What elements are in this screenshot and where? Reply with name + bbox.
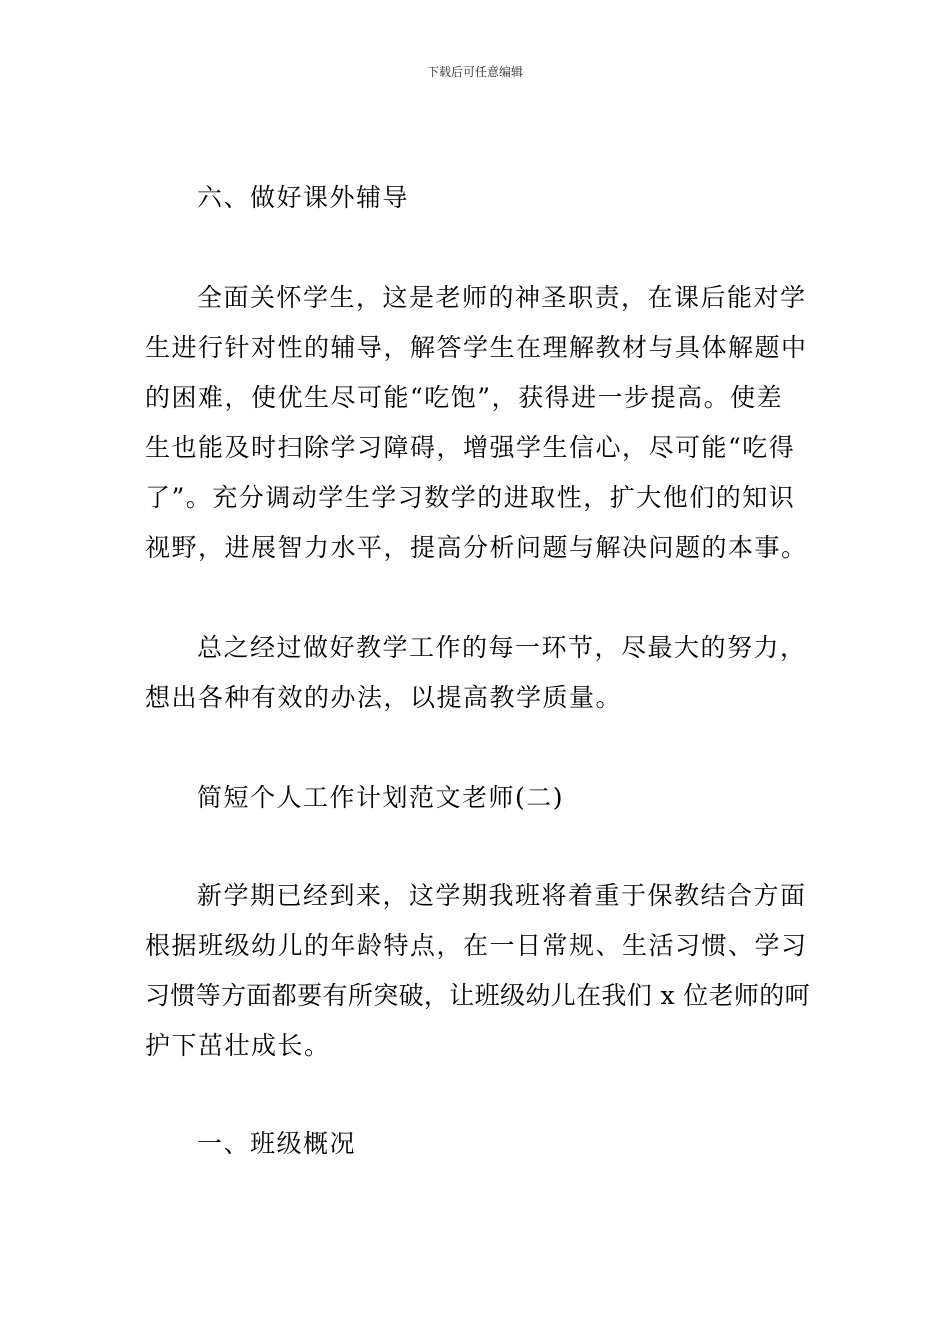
- paragraph-line: 全面关怀学生，这是老师的神圣职责，在课后能对学: [197, 283, 807, 312]
- paragraph-line: 想出各种有效的办法，以提高教学质量。: [145, 683, 623, 712]
- paragraph-line: 视野，进展智力水平，提高分析问题与解决问题的本事。: [145, 533, 808, 562]
- document-subtitle: 简短个人工作计划范文老师(二): [197, 783, 565, 812]
- page-header: 下载后可任意编辑: [426, 65, 523, 79]
- paragraph-line: 习惯等方面都要有所突破，让班级幼儿在我们 x 位老师的呵: [145, 981, 810, 1010]
- paragraph-line: 新学期已经到来，这学期我班将着重于保教结合方面: [197, 881, 807, 910]
- paragraph-line: 总之经过做好教学工作的每一环节，尽最大的努力，: [197, 633, 807, 662]
- paragraph-line: 护下茁壮成长。: [145, 1031, 331, 1060]
- paragraph-line: 生进行针对性的辅导，解答学生在理解教材与具体解题中: [145, 333, 808, 362]
- paragraph-line: 的困难，使优生尽可能“吃饱”，获得进一步提高。使差: [145, 383, 784, 412]
- paragraph-line: 生也能及时扫除学习障碍，增强学生信心，尽可能“吃得: [145, 433, 796, 462]
- section-heading: 六、做好课外辅导: [197, 183, 410, 212]
- paragraph-line: 了”。充分调动学生学习数学的进取性，扩大他们的知识: [145, 483, 796, 512]
- section-heading: 一、班级概况: [197, 1129, 357, 1158]
- paragraph-line: 根据班级幼儿的年龄特点，在一日常规、生活习惯、学习: [145, 931, 808, 960]
